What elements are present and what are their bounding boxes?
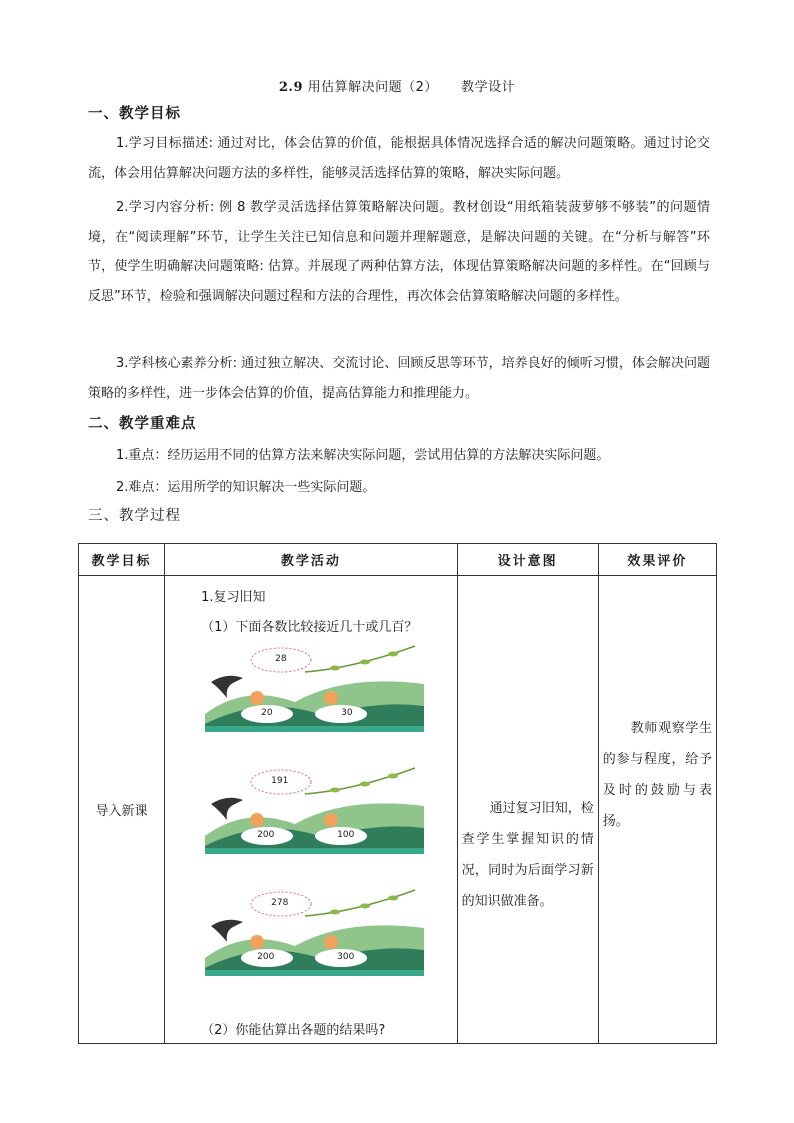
intent-cell [457, 576, 598, 1044]
scene-2-cloud-number: 191 [271, 776, 289, 786]
section-heading-goals: 一、教学目标 [88, 106, 181, 122]
teaching-process-table [78, 543, 717, 1044]
scene-3-right-number: 300 [337, 952, 355, 962]
header-evaluation: 效果评价 [598, 544, 716, 576]
table-header-row [79, 544, 717, 576]
scene-1-left-number: 20 [261, 708, 273, 718]
goal-paragraph-2: 2.学习内容分析: 例 8 教学灵活选择估算策略解决问题。教材创设“用纸箱装菠萝够不够装”的问题情境，在“阅读理解”环节，让学生关注已知信息和问题并理解题意，是解决问题的关键。在“分析与解答”环节，使学生明确解决问题策略: 估算。并展现了两种估算方法，体现估算策略解决问题的多样性。在“回顾与反思”环节，检验和强调解决问题过程和方法的合理性，再次体会估算策略解决问题的多样性。 [88, 200, 710, 304]
keypoint-paragraph: 1.重点：经历运用不同的估算方法来解决实际问题，尝试用估算的方法解决实际问题。 [116, 448, 610, 463]
difficulty-paragraph: 2.难点：运用所学的知识解决一些实际问题。 [116, 480, 376, 495]
evaluation-text: 教师观察学生的参与程度，给予及时的鼓励与表扬。 [602, 720, 712, 829]
scene-1-right-number: 30 [341, 708, 353, 718]
activity-question-2: （2）你能估算出各题的结果吗? [201, 1023, 386, 1038]
swallow-icon [211, 676, 243, 698]
title-number: 2.9 [278, 80, 303, 95]
goal-paragraph-3: 3.学科核心素养分析: 通过独立解决、交流讨论、回顾反思等环节，培养良好的倾听习惯，体会解决问题策略的多样性，进一步体会估算的价值，提高估算能力和推理能力。 [88, 356, 710, 401]
scene-2-left-number: 200 [257, 830, 275, 840]
activity-heading: 1.复习旧知 [201, 590, 266, 605]
section-heading-keypoints: 二、教学重难点 [88, 416, 197, 432]
swallow-icon [211, 920, 243, 942]
estimation-scene-2 [205, 766, 424, 854]
evaluation-cell [598, 576, 716, 1044]
activity-cell [165, 576, 457, 1044]
scene-2-right-number: 100 [337, 830, 355, 840]
header-activity: 教学活动 [165, 544, 457, 576]
swallow-icon [211, 798, 243, 820]
goal-cell: 导入新课 [79, 576, 165, 1044]
title-text: 用估算解决问题（2） [307, 80, 438, 95]
estimation-scene-1 [205, 644, 424, 732]
title-suffix: 教学设计 [461, 80, 516, 95]
page-title [0, 76, 794, 95]
section-heading-process: 三、教学过程 [88, 508, 181, 524]
estimation-scene-3 [205, 888, 424, 976]
intent-text: 通过复习旧知，检查学生掌握知识的情况，同时为后面学习新的知识做准备。 [461, 800, 594, 909]
goal-paragraph-1: 1.学习目标描述: 通过对比，体会估算的价值，能根据具体情况选择合适的解决问题策略。通过讨论交流，体会用估算解决问题方法的多样性，能够灵活选择估算的策略，解决实际问题。 [88, 136, 710, 181]
header-goal: 教学目标 [79, 544, 165, 576]
scene-3-left-number: 200 [257, 952, 275, 962]
table-row [79, 576, 717, 1044]
scene-3-cloud-number: 278 [271, 898, 289, 908]
scene-1-cloud-number: 28 [275, 654, 287, 664]
activity-question-1: （1）下面各数比较接近几十或几百？ [201, 620, 418, 635]
header-intent: 设计意图 [457, 544, 598, 576]
